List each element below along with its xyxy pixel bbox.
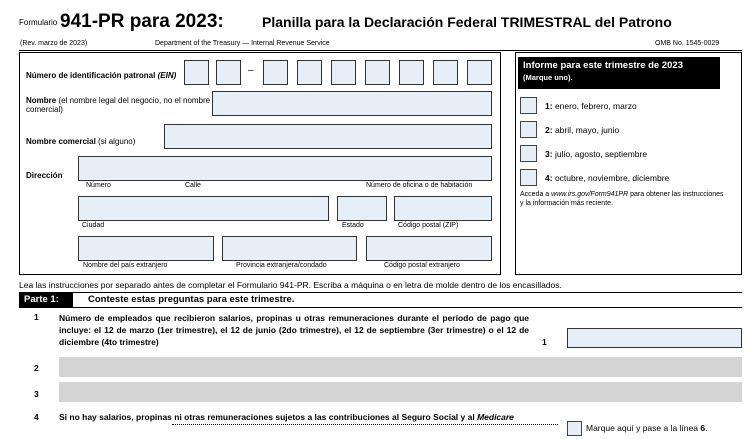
line-1-number: 1 <box>34 312 39 322</box>
ein-digit-6[interactable] <box>365 60 390 85</box>
line-4-leader <box>172 420 558 425</box>
quarter-4-checkbox[interactable] <box>520 169 537 186</box>
codigo-postal-extranjero-input[interactable] <box>366 236 492 261</box>
quarter-1-label: 1: enero, febrero, marzo <box>545 101 637 111</box>
sub-oficina-label: Número de oficina o de habitación <box>366 182 473 189</box>
part1-tag: Parte 1: <box>19 293 73 307</box>
line-4-text: Si no hay salarios, propinas ni otras remuneraciones sujetos a las contribuciones al Seguro Social y al Medicare <box>59 412 514 422</box>
quarter-title: Informe para este trimestre de 2023 <box>523 60 683 71</box>
provincia-extranjera-input[interactable] <box>222 236 357 261</box>
instructions-text: Lea las instrucciones por separado antes de completar el Formulario 941-PR. Escriba a máquina o en letra de molde dentro de los encasillados. <box>19 280 562 290</box>
zip-input[interactable] <box>394 196 492 221</box>
ein-digit-7[interactable] <box>399 60 424 85</box>
sub-numero-label: Número <box>86 182 111 189</box>
line-1-input[interactable] <box>567 328 742 348</box>
ein-digit-5[interactable] <box>331 60 356 85</box>
quarter-4-label: 4: octubre, noviembre, diciembre <box>545 173 670 183</box>
ein-label: Número de identificación patronal (EIN) <box>26 71 177 80</box>
quarter-3-label: 3: julio, agosto, septiembre <box>545 149 648 159</box>
quarter-header <box>518 57 720 89</box>
sub-calle-label: Calle <box>185 182 201 189</box>
line-1-text: Número de empleados que recibieron salarios, propinas u otras remuneraciones durante el período de pago que incluye: el 12 de marzo (1er trimestre), el 12 de junio (2do trimestre), el 12 de septiembre (3er trimestre) o el 12 de diciembre (4to trimestre) <box>59 313 529 347</box>
part1-title: Conteste estas preguntas para este trimestre. <box>88 294 295 305</box>
quarter-subtitle: (Marque uno). <box>523 73 573 82</box>
ciudad-input[interactable] <box>78 196 329 221</box>
line-3-band <box>59 382 742 402</box>
nombre-comercial-label: Nombre comercial (si alguno) <box>26 137 136 146</box>
quarter-2-label: 2: abril, mayo, junio <box>545 125 620 135</box>
revision-date: (Rev. marzo de 2023) <box>20 40 88 47</box>
line-4-number: 4 <box>34 412 39 422</box>
line-2-number: 2 <box>34 363 39 373</box>
part1-top-rule <box>19 292 742 293</box>
sub-estado-label: Estado <box>342 222 364 229</box>
omb-number: OMB No. 1545-0029 <box>655 40 720 47</box>
nombre-input[interactable] <box>212 91 492 116</box>
ein-digit-9[interactable] <box>467 60 492 85</box>
quarter-3-checkbox[interactable] <box>520 145 537 162</box>
line-4-check-label: Marque aquí y pase a la línea 6. <box>586 423 708 433</box>
quarter-2-checkbox[interactable] <box>520 121 537 138</box>
ein-digit-1[interactable] <box>184 60 209 85</box>
part1-bottom-rule <box>19 307 742 308</box>
sub-zip-label: Código postal (ZIP) <box>398 222 459 229</box>
form-number: 941-PR para 2023: <box>60 11 224 32</box>
nombre-comercial-input[interactable] <box>164 124 492 149</box>
quarter-note: Acceda a www.irs.gov/Form941PR para obtener las instrucciones y la información más reciente. <box>520 191 724 207</box>
ein-digit-8[interactable] <box>433 60 458 85</box>
sub-ciudad-label: Ciudad <box>82 222 105 229</box>
ein-dash: – <box>248 65 254 76</box>
irs-link[interactable]: www.irs.gov/Form941PR <box>551 191 629 198</box>
quarter-1-checkbox[interactable] <box>520 97 537 114</box>
ein-digit-4[interactable] <box>297 60 322 85</box>
line-1-ref: 1 <box>542 337 547 347</box>
pais-extranjero-input[interactable] <box>78 236 214 261</box>
sub-provincia-label: Provincia extranjera/condado <box>236 262 327 269</box>
ein-digit-2[interactable] <box>216 60 241 85</box>
header-rule <box>19 50 742 51</box>
sub-postal-ext-label: Código postal extranjero <box>384 262 460 269</box>
nombre-label: Nombre (el nombre legal del negocio, no el nombre comercial) <box>26 96 211 114</box>
estado-input[interactable] <box>337 196 387 221</box>
line-3-number: 3 <box>34 389 39 399</box>
direccion-label: Dirección <box>26 171 63 180</box>
line-2-band <box>59 357 742 377</box>
direccion-input[interactable] <box>78 156 492 181</box>
ein-digit-3[interactable] <box>263 60 288 85</box>
formulario-label: Formulario <box>19 18 58 27</box>
sub-pais-label: Nombre del país extranjero <box>83 262 168 269</box>
line-4-checkbox[interactable] <box>567 421 582 436</box>
department: Department of the Treasury — Internal Revenue Service <box>155 40 330 47</box>
page-title: Planilla para la Declaración Federal TRIMESTRAL del Patrono <box>262 14 672 30</box>
